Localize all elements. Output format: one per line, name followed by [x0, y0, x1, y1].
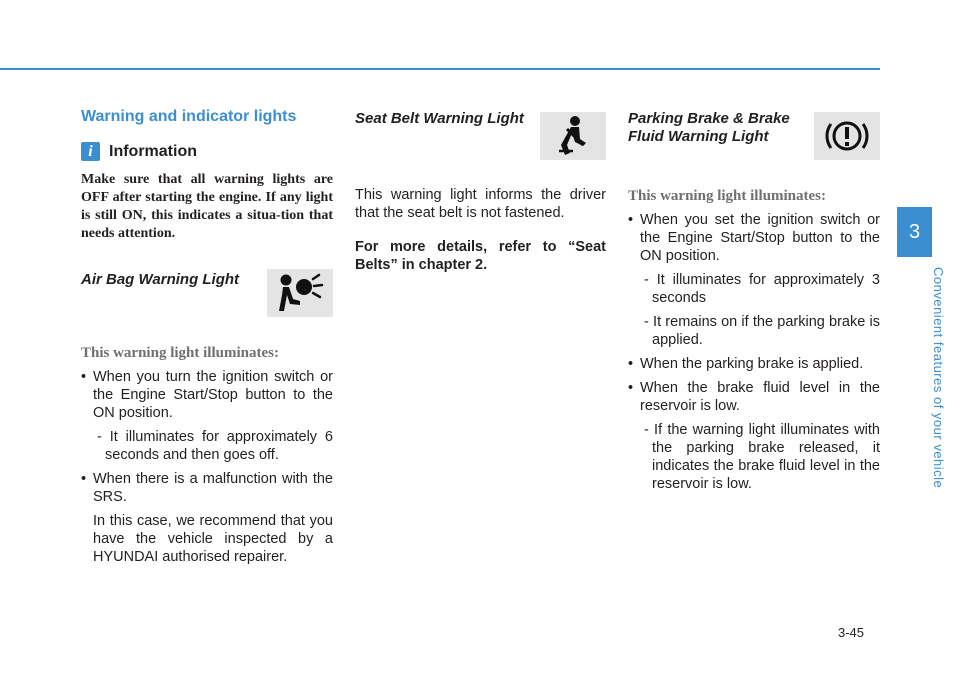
information-text: Make sure that all warning lights are OFF after starting the engine. If any light is still ON, this indicates a situa-tion that needs attention. [81, 172, 333, 241]
seatbelt-reference: For more details, refer to “Seat Belts” in chapter 2. [355, 239, 606, 273]
parking-subheading: This warning light illuminates: [628, 188, 826, 204]
sub-item: - It illuminates for approximately 3 seconds [644, 272, 880, 306]
airbag-bullet-list [81, 368, 333, 566]
parking-heading-row [628, 108, 880, 168]
section-title: Warning and indicator lights [81, 108, 297, 125]
bullet-text: When you turn the ignition switch or the Engine Start/Stop button to the ON position. [93, 369, 333, 421]
airbag-heading-row [81, 269, 333, 319]
column-left [81, 108, 333, 572]
header-rule [0, 68, 880, 70]
bullet-paragraph: In this case, we recommend that you have the vehicle inspected by a HYUNDAI authorised repairer. [93, 513, 333, 565]
bullet-text: When the brake fluid level in the reservoir is low. [640, 380, 880, 414]
seatbelt-warning-icon [540, 112, 606, 160]
list-item [628, 211, 880, 349]
information-header [81, 142, 333, 161]
seatbelt-heading: Seat Belt Warning Light [355, 110, 524, 127]
seatbelt-description: This warning light informs the driver that the seat belt is not fastened. [355, 187, 606, 221]
chapter-title-text: Convenient features of your vehicle [931, 267, 946, 489]
column-right [628, 108, 880, 499]
sub-item: - It illuminates for approximately 6 seconds and then goes off. [97, 429, 333, 463]
sub-item: - If the warning light illuminates with the parking brake released, it indicates the brake fluid level in the reservoir is low. [644, 422, 880, 492]
bullet-text: When you set the ignition switch or the Engine Start/Stop button to the ON position. [640, 212, 880, 264]
airbag-subheading: This warning light illuminates: [81, 345, 279, 361]
parking-bullet-list [628, 211, 880, 493]
airbag-warning-icon [267, 269, 333, 317]
information-label: Information [109, 142, 197, 160]
sub-item: - It remains on if the parking brake is applied. [644, 314, 880, 348]
list-item [628, 379, 880, 493]
information-icon: i [81, 142, 100, 161]
list-item [81, 368, 333, 464]
list-item [81, 470, 333, 566]
parking-brake-warning-icon [814, 112, 880, 160]
bullet-text: When the parking brake is applied. [640, 356, 864, 372]
parking-heading-line-2: Fluid Warning Light [628, 128, 769, 145]
chapter-title [880, 258, 946, 498]
seatbelt-heading-row [355, 108, 606, 168]
column-middle [355, 108, 606, 274]
chapter-number-tab: 3 [897, 207, 932, 257]
airbag-heading: Air Bag Warning Light [81, 271, 240, 288]
list-item [628, 355, 880, 373]
bullet-text: When there is a malfunction with the SRS. [93, 471, 333, 505]
parking-heading-line-1: Parking Brake & Brake [628, 110, 790, 127]
page-number: 3-45 [838, 625, 865, 640]
